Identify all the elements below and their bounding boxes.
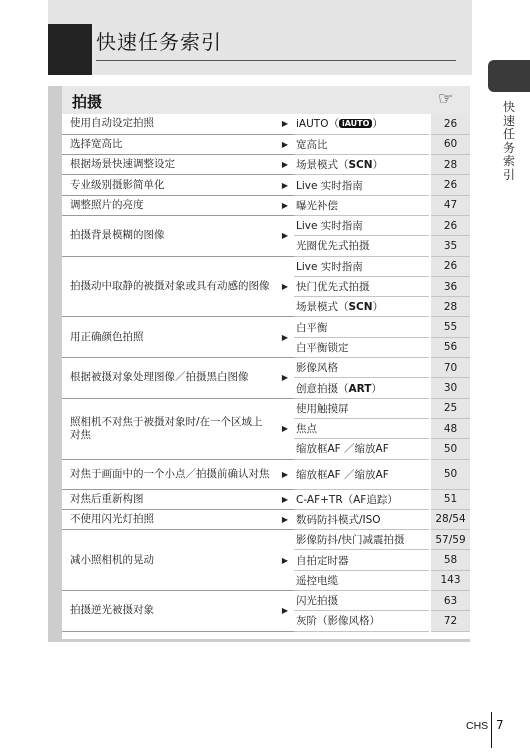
table-row — [62, 591, 470, 611]
table-row — [62, 175, 470, 195]
table-row — [62, 358, 470, 378]
table-row — [62, 398, 470, 418]
table-row — [62, 134, 470, 154]
arrow-right-icon: ▶ — [276, 398, 294, 459]
arrow-right-icon: ▶ — [276, 489, 294, 509]
reference-cell: 光圈优先式拍摄 — [294, 236, 430, 256]
footer-rule — [491, 712, 492, 748]
arrow-right-icon: ▶ — [276, 256, 294, 317]
page-ref-cell: 28 — [430, 297, 470, 317]
reference-cell: 创意拍摄（ART） — [294, 378, 430, 398]
task-cell: 用正确颜色拍照 — [62, 317, 276, 358]
reference-cell: 白平衡 — [294, 317, 430, 337]
page-title: 快速任务索引 — [96, 30, 222, 54]
arrow-right-icon: ▶ — [276, 509, 294, 529]
table-row — [62, 155, 470, 175]
section-header — [62, 86, 470, 114]
task-cell: 拍摄动中取静的被摄对象或具有动感的图像 — [62, 256, 276, 317]
section-title: 拍摄 — [72, 93, 103, 111]
arrow-right-icon: ▶ — [276, 175, 294, 195]
table-row — [62, 256, 470, 276]
header-rule — [96, 60, 456, 61]
reference-cell: 缩放框AF ／缩放AF — [294, 459, 430, 489]
task-cell: 减小照相机的晃动 — [62, 530, 276, 591]
reference-cell: 场景模式（SCN） — [294, 297, 430, 317]
table-row — [62, 459, 470, 489]
arrow-right-icon: ▶ — [276, 591, 294, 632]
frame-bottom-bar — [48, 639, 470, 642]
arrow-right-icon: ▶ — [276, 358, 294, 399]
reference-cell: 场景模式（SCN） — [294, 155, 430, 175]
page-ref-cell: 50 — [430, 439, 470, 459]
page-ref-cell: 26 — [430, 114, 470, 134]
reference-cell: 灰阶（影像风格） — [294, 611, 430, 631]
reference-cell: 数码防抖模式/ISO — [294, 509, 430, 529]
reference-cell: 遥控电缆 — [294, 570, 430, 590]
page-ref-cell: 56 — [430, 337, 470, 357]
page-ref-cell: 70 — [430, 358, 470, 378]
arrow-right-icon: ▶ — [276, 114, 294, 134]
arrow-right-icon: ▶ — [276, 459, 294, 489]
reference-cell: 白平衡锁定 — [294, 337, 430, 357]
page-ref-cell: 25 — [430, 398, 470, 418]
page-ref-cell: 26 — [430, 215, 470, 235]
arrow-right-icon: ▶ — [276, 317, 294, 358]
reference-cell: Live 实时指南 — [294, 256, 430, 276]
task-cell: 根据场景快速调整设定 — [62, 155, 276, 175]
reference-cell: Live 实时指南 — [294, 175, 430, 195]
frame-left-bar — [48, 86, 62, 642]
language-code: CHS — [466, 720, 489, 732]
reference-cell: 使用触摸屏 — [294, 398, 430, 418]
task-cell: 专业级别摄影简单化 — [62, 175, 276, 195]
arrow-right-icon: ▶ — [276, 155, 294, 175]
mode-label: ART — [348, 382, 372, 395]
page-ref-cell: 35 — [430, 236, 470, 256]
iauto-mode-badge: iAUTO — [339, 119, 372, 128]
page-ref-cell: 60 — [430, 134, 470, 154]
page-ref-cell: 58 — [430, 550, 470, 570]
task-cell: 对焦后重新构图 — [62, 489, 276, 509]
arrow-right-icon: ▶ — [276, 530, 294, 591]
task-cell: 对焦于画面中的一个小点／拍摄前确认对焦 — [62, 459, 276, 489]
header-tab-block — [48, 24, 92, 75]
page-ref-cell: 57/59 — [430, 530, 470, 550]
task-cell: 拍摄背景模糊的图像 — [62, 215, 276, 256]
reference-cell: 焦点 — [294, 418, 430, 438]
pointing-hand-reference-icon: ☞ — [438, 89, 454, 109]
page-ref-cell: 55 — [430, 317, 470, 337]
task-cell: 拍摄逆光被摄对象 — [62, 591, 276, 632]
mode-label: SCN — [348, 159, 373, 172]
table-row — [62, 195, 470, 215]
page-ref-cell: 72 — [430, 611, 470, 631]
page-ref-cell: 30 — [430, 378, 470, 398]
chapter-side-label: 快 速 任 务 索 引 — [502, 100, 515, 182]
table-row — [62, 317, 470, 337]
task-cell: 使用自动设定拍照 — [62, 114, 276, 134]
arrow-right-icon: ▶ — [276, 195, 294, 215]
reference-cell: 自拍定时器 — [294, 550, 430, 570]
mode-label: SCN — [348, 301, 373, 314]
reference-cell: iAUTO（ iAUTO ） — [294, 114, 430, 134]
page-ref-cell: 50 — [430, 459, 470, 489]
reference-cell: 影像风格 — [294, 358, 430, 378]
page-number: 7 — [496, 718, 504, 732]
task-cell: 选择宽高比 — [62, 134, 276, 154]
reference-cell: C-AF+TR（AF追踪） — [294, 489, 430, 509]
task-cell: 不使用闪光灯拍照 — [62, 509, 276, 529]
reference-cell: 快门优先式拍摄 — [294, 276, 430, 296]
reference-cell: 影像防抖/快门减震拍摄 — [294, 530, 430, 550]
page-ref-cell: 36 — [430, 276, 470, 296]
task-index-table — [62, 114, 470, 632]
reference-cell: 缩放框AF ／缩放AF — [294, 439, 430, 459]
page-ref-cell: 28 — [430, 155, 470, 175]
page-ref-cell: 26 — [430, 175, 470, 195]
page-ref-cell: 63 — [430, 591, 470, 611]
reference-cell: 闪光拍摄 — [294, 591, 430, 611]
task-cell: 调整照片的亮度 — [62, 195, 276, 215]
reference-cell: 曝光补偿 — [294, 195, 430, 215]
table-row — [62, 530, 470, 550]
arrow-right-icon: ▶ — [276, 134, 294, 154]
chapter-tab-marker — [488, 60, 530, 92]
page-ref-cell: 28/54 — [430, 509, 470, 529]
reference-cell: 宽高比 — [294, 134, 430, 154]
page-ref-cell: 26 — [430, 256, 470, 276]
page-ref-cell: 143 — [430, 570, 470, 590]
table-row — [62, 215, 470, 235]
page-ref-cell: 47 — [430, 195, 470, 215]
arrow-right-icon: ▶ — [276, 215, 294, 256]
task-cell: 照相机不对焦于被摄对象时/在一个区域上对焦 — [62, 398, 276, 459]
page-ref-cell: 48 — [430, 418, 470, 438]
table-row — [62, 114, 470, 134]
table-row — [62, 489, 470, 509]
page-ref-cell: 51 — [430, 489, 470, 509]
table-row — [62, 509, 470, 529]
task-cell: 根据被摄对象处理图像／拍摄黑白图像 — [62, 358, 276, 399]
reference-cell: Live 实时指南 — [294, 215, 430, 235]
